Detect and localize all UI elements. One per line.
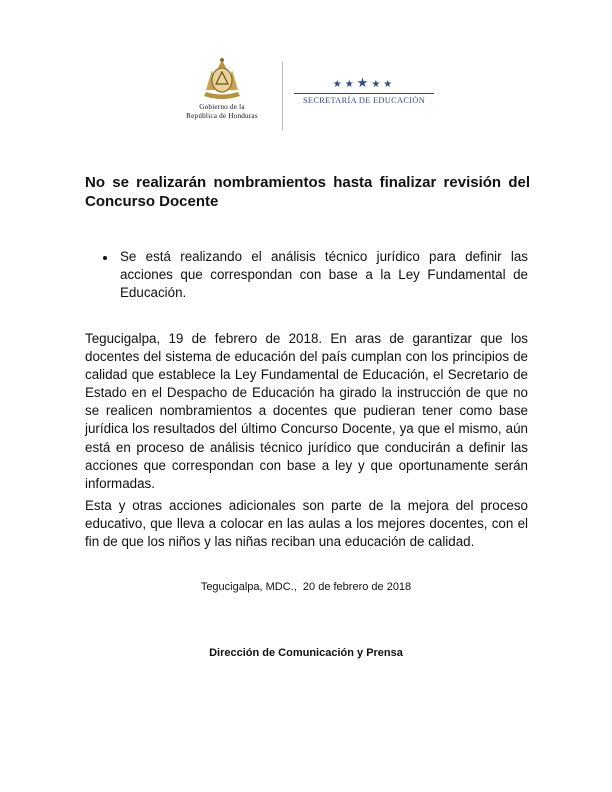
government-name-line2: República de Honduras xyxy=(186,112,258,120)
ministry-name: SECRETARÍA DE EDUCACIÓN xyxy=(302,96,426,105)
five-stars-icon: ★★★★★ xyxy=(332,75,396,90)
letterhead xyxy=(0,50,612,130)
issuing-office: Dirección de Comunicación y Prensa xyxy=(209,647,403,659)
ministry-logo xyxy=(294,75,434,106)
header-divider xyxy=(282,62,283,130)
bullet-item: Se está realizando el análisis técnico jurídico para definir las acciones que correspondan con base a la Ley Fundamental de Educación. xyxy=(120,249,528,300)
government-name-line1: Gobierno de la xyxy=(199,103,245,111)
body-paragraph: Esta y otras acciones adicionales son parte de la mejora del proceso educativo, que lleva a colocar en las aulas a los mejores docentes, con el fin de que los niños y las niñas reciban una educación de calidad. xyxy=(85,498,528,550)
government-logo xyxy=(172,56,272,120)
ministry-rule xyxy=(294,93,434,94)
place-date-text: Tegucigalpa, MDC., 20 de febrero de 2018 xyxy=(200,581,412,593)
page-title: No se realizarán nombramientos hasta finalizar revisión del Concurso Docente xyxy=(85,174,530,210)
body-paragraph: Tegucigalpa, 19 de febrero de 2018. En aras de garantizar que los docentes del sistema de educación del país cumplan con los principios de calidad que establece la Ley Fundamental de Educación, el Secretario de Estado en el Despacho de Educación ha girado la instrucción de que no se realicen nombramientos a docentes que pudieran tener como base jurídica los resultados del último Concurso Docente, ya que el mismo, aún está en proceso de análisis técnico jurídico que conducirán a definir las acciones que correspondan con base a ley y que oportunamente serán informadas. xyxy=(85,331,528,491)
honduras-seal-icon xyxy=(198,56,246,102)
place-and-date xyxy=(0,580,612,594)
bullet-icon xyxy=(103,256,107,260)
bullet-list xyxy=(103,248,528,302)
